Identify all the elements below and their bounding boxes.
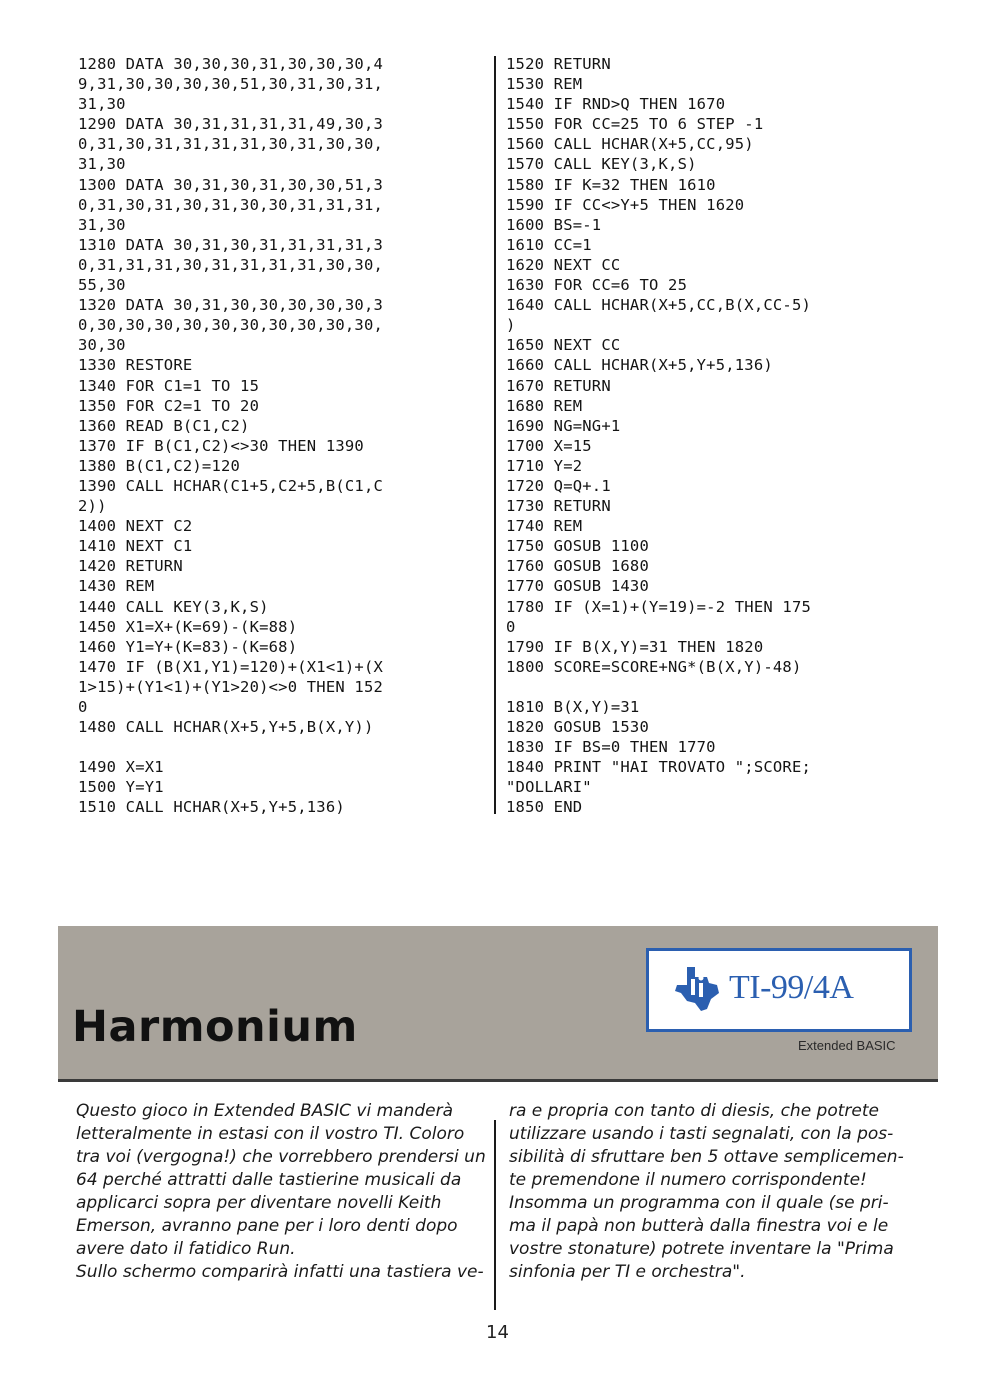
- code-line: 1560 CALL HCHAR(X+5,CC,95): [506, 135, 754, 154]
- code-line: 1720 Q=Q+.1: [506, 476, 611, 495]
- code-line: 1420 RETURN: [78, 557, 183, 576]
- code-line: 1550 FOR CC=25 TO 6 STEP -1: [506, 115, 764, 134]
- code-line: 1580 IF K=32 THEN 1610: [506, 175, 716, 194]
- code-line: 9,31,30,30,30,30,51,30,31,30,31,: [78, 75, 384, 94]
- texas-instruments-logo-icon: [673, 963, 723, 1015]
- code-line: 1430 REM: [78, 577, 155, 596]
- code-line: 1730 RETURN: [506, 497, 611, 516]
- code-line: 1460 Y1=Y+(K=83)-(K=68): [78, 637, 298, 656]
- code-listing-right: [506, 54, 811, 818]
- code-line: 31,30: [78, 95, 126, 114]
- code-line: 1340 FOR C1=1 TO 15: [78, 376, 260, 395]
- ti-logo-text: TI-99/4A: [729, 969, 854, 1006]
- banner-subtitle: Extended BASIC: [798, 1038, 896, 1053]
- code-line: 1710 Y=2: [506, 456, 583, 475]
- code-line: 1740 REM: [506, 517, 583, 536]
- article-line: tra voi (vergogna!) che vorrebbero prendersi un: [76, 1147, 486, 1167]
- article-line: te premendone il numero corrispondente!: [509, 1170, 867, 1190]
- code-line: 1790 IF B(X,Y)=31 THEN 1820: [506, 637, 764, 656]
- code-line: 1510 CALL HCHAR(X+5,Y+5,136): [78, 798, 345, 817]
- code-line: 1600 BS=-1: [506, 215, 602, 234]
- code-line: 1590 IF CC<>Y+5 THEN 1620: [506, 195, 745, 214]
- code-line: 1390 CALL HCHAR(C1+5,C2+5,B(C1,C: [78, 476, 384, 495]
- code-line: 1680 REM: [506, 396, 583, 415]
- code-line: 1450 X1=X+(K=69)-(K=88): [78, 617, 298, 636]
- code-line: 1750 GOSUB 1100: [506, 537, 649, 556]
- code-line: 1530 REM: [506, 75, 583, 94]
- code-line: "DOLLARI": [506, 778, 592, 797]
- article-line: ma il papà non butterà dalla finestra voi e le: [509, 1216, 889, 1236]
- article-line: Sullo schermo comparirà infatti una tastiera ve-: [76, 1262, 484, 1282]
- ti-logo-box: [646, 948, 912, 1032]
- text-column-divider: [494, 1120, 496, 1310]
- article-line: Emerson, avranno pane per i loro denti dopo: [76, 1216, 458, 1236]
- code-line: 2)): [78, 497, 107, 516]
- article-line: avere dato il fatidico Run.: [76, 1239, 296, 1259]
- article-line: sinfonia per TI e orchestra".: [509, 1262, 746, 1282]
- code-line: 1830 IF BS=0 THEN 1770: [506, 738, 716, 757]
- code-listing-left: [78, 54, 383, 818]
- code-line: 0,31,30,31,30,31,30,30,31,31,31,: [78, 195, 384, 214]
- code-line: [78, 737, 383, 757]
- code-line: 1620 NEXT CC: [506, 255, 621, 274]
- code-line: 1500 Y=Y1: [78, 778, 164, 797]
- code-line: 1310 DATA 30,31,30,31,31,31,31,3: [78, 235, 384, 254]
- article-banner: [58, 926, 938, 1082]
- code-line: 1650 NEXT CC: [506, 336, 621, 355]
- code-line: 1630 FOR CC=6 TO 25: [506, 276, 688, 295]
- code-line: 1290 DATA 30,31,31,31,31,49,30,3: [78, 115, 384, 134]
- code-line: 1360 READ B(C1,C2): [78, 416, 250, 435]
- code-line: 1330 RESTORE: [78, 356, 193, 375]
- code-line: 1300 DATA 30,31,30,31,30,30,51,3: [78, 175, 384, 194]
- code-line: 1770 GOSUB 1430: [506, 577, 649, 596]
- code-line: 1640 CALL HCHAR(X+5,CC,B(X,CC-5): [506, 296, 812, 315]
- code-line: 1670 RETURN: [506, 376, 611, 395]
- code-line: 1370 IF B(C1,C2)<>30 THEN 1390: [78, 436, 364, 455]
- article-line: Questo gioco in Extended BASIC vi manderà: [76, 1101, 454, 1121]
- code-line: 30,30: [78, 336, 126, 355]
- code-line: 1700 X=15: [506, 436, 592, 455]
- code-line: 1610 CC=1: [506, 235, 592, 254]
- code-line: ): [506, 316, 516, 335]
- code-line: 1760 GOSUB 1680: [506, 557, 649, 576]
- code-line: 0: [78, 698, 88, 716]
- code-line: 1780 IF (X=1)+(Y=19)=-2 THEN 175: [506, 597, 812, 616]
- code-line: 1540 IF RND>Q THEN 1670: [506, 95, 726, 114]
- code-line: 1>15)+(Y1<1)+(Y1>20)<>0 THEN 152: [78, 677, 384, 696]
- article-title: Harmonium: [72, 1002, 358, 1052]
- code-line: 1820 GOSUB 1530: [506, 718, 649, 737]
- code-line: 1440 CALL KEY(3,K,S): [78, 597, 269, 616]
- code-line: [506, 677, 811, 697]
- code-line: 1470 IF (B(X1,Y1)=120)+(X1<1)+(X: [78, 657, 384, 676]
- article-line: sibilità di sfruttare ben 5 ottave semplicemen-: [509, 1147, 904, 1167]
- code-line: 0,30,30,30,30,30,30,30,30,30,30,: [78, 316, 384, 335]
- code-line: 1690 NG=NG+1: [506, 416, 621, 435]
- article-line: Insomma un programma con il quale (se pri-: [509, 1193, 889, 1213]
- code-line: 1520 RETURN: [506, 55, 611, 73]
- article-text-right: [509, 1100, 929, 1284]
- page-number: 14: [486, 1322, 509, 1343]
- code-line: 55,30: [78, 276, 126, 295]
- column-divider: [494, 56, 496, 814]
- article-text-left: [76, 1100, 496, 1284]
- article-line: 64 perché attratti dalle tastierine musicali da: [76, 1170, 462, 1190]
- code-line: 1850 END: [506, 798, 583, 817]
- code-line: 1400 NEXT C2: [78, 517, 193, 536]
- code-line: 1480 CALL HCHAR(X+5,Y+5,B(X,Y)): [78, 718, 374, 737]
- article-line: letteralmente in estasi con il vostro TI. Coloro: [76, 1124, 465, 1144]
- code-line: 0,31,31,31,30,31,31,31,31,30,30,: [78, 255, 384, 274]
- article-line: ra e propria con tanto di diesis, che potrete: [509, 1101, 879, 1121]
- code-line: 1570 CALL KEY(3,K,S): [506, 155, 697, 174]
- code-line: 31,30: [78, 155, 126, 174]
- code-line: 31,30: [78, 215, 126, 234]
- article-line: vostre stonature) potrete inventare la "Prima: [509, 1239, 894, 1259]
- code-line: 1320 DATA 30,31,30,30,30,30,30,3: [78, 296, 384, 315]
- code-line: 1410 NEXT C1: [78, 537, 193, 556]
- code-line: 1350 FOR C2=1 TO 20: [78, 396, 260, 415]
- code-line: 1840 PRINT "HAI TROVATO ";SCORE;: [506, 758, 812, 777]
- code-line: 1490 X=X1: [78, 758, 164, 777]
- code-line: 1800 SCORE=SCORE+NG*(B(X,Y)-48): [506, 657, 802, 676]
- code-line: 0,31,30,31,31,31,31,30,31,30,30,: [78, 135, 384, 154]
- code-line: 1280 DATA 30,30,30,31,30,30,30,4: [78, 55, 384, 73]
- article-line: utilizzare usando i tasti segnalati, con la pos-: [509, 1124, 894, 1144]
- code-line: 1810 B(X,Y)=31: [506, 698, 640, 716]
- code-line: 1660 CALL HCHAR(X+5,Y+5,136): [506, 356, 773, 375]
- article-line: applicarci sopra per diventare novelli Keith: [76, 1193, 442, 1213]
- code-line: 0: [506, 617, 516, 636]
- code-line: 1380 B(C1,C2)=120: [78, 456, 241, 475]
